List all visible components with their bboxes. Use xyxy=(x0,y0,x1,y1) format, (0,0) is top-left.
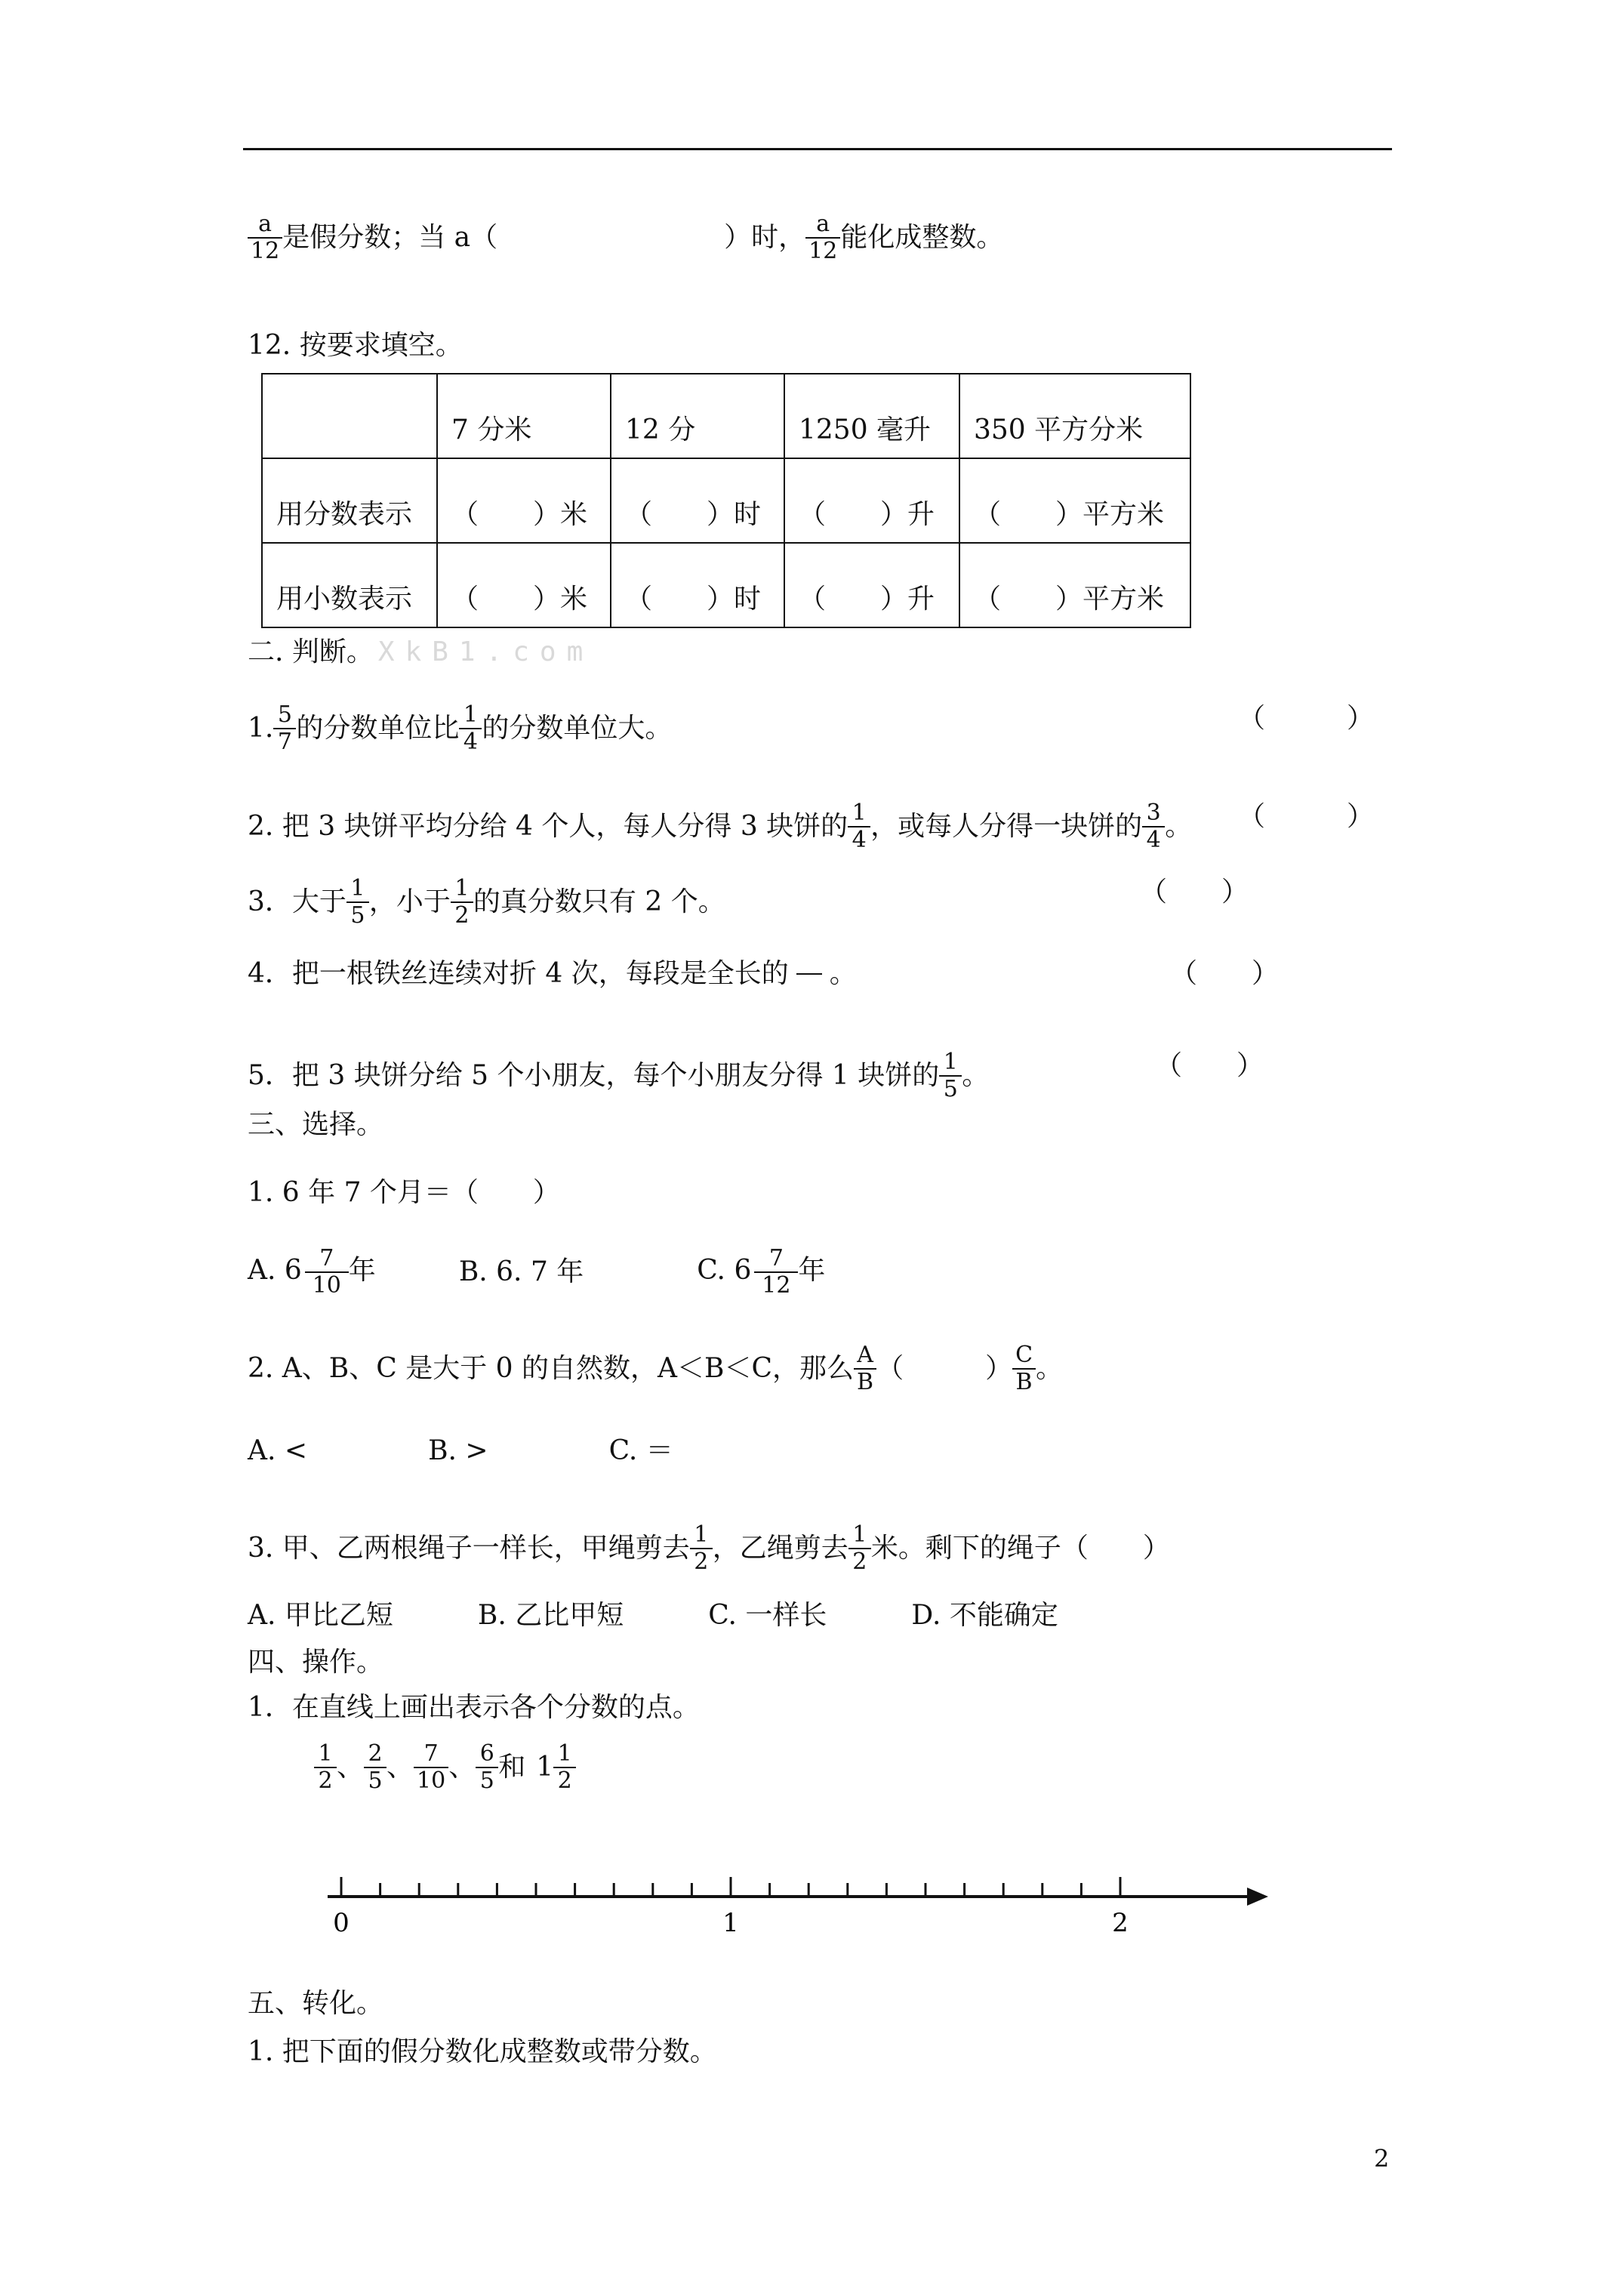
table-header-cell xyxy=(262,374,437,458)
answer-paren[interactable]: （ ） xyxy=(1140,877,1249,908)
table-row-label: 用分数表示 xyxy=(262,458,437,543)
judge-q2: 2. 把 3 块饼平均分给 4 个人，每人分得 3 块饼的 $\frac{1}{4}$ ，或每人分得一块饼的 $\frac{3}{4}$ 。 xyxy=(248,800,1193,853)
choice-q3-options xyxy=(248,1599,1058,1632)
table-cell: （ ）平方米 xyxy=(959,458,1190,543)
judge-q5: 5．把 3 块饼分给 5 个小朋友，每个小朋友分得 1 块饼的 $\frac{1}{5}$ 。 xyxy=(248,1049,990,1102)
choice-q2: 2. A、B、C 是大于 0 的自然数，A＜B＜C，那么 $\frac{A}{B}$ （ ） $\frac{C}{B}$ 。 xyxy=(248,1342,1064,1395)
number-line[interactable] xyxy=(317,1850,1283,1940)
axis-label-1: 1 xyxy=(722,1908,739,1938)
table-cell: （ ）时 xyxy=(611,543,784,627)
option-c[interactable]: C. 一样长 xyxy=(708,1600,827,1631)
judge-q3: 3．大于 $\frac{1}{5}$ ，小于 $\frac{1}{2}$ 的真分数只有 2 个。 xyxy=(248,875,725,929)
section-2-title: 二. 判断。 XkB1.com xyxy=(248,636,594,667)
answer-paren[interactable]: （ ） xyxy=(1238,801,1375,832)
fraction-list: $\frac{1}{2}$ 、 $\frac{2}{5}$ 、 $\frac{7}{10}$ 、 $\frac{6}{5}$ 和 1 $\frac{1}{2}$ xyxy=(314,1741,576,1794)
option-b[interactable]: B. > xyxy=(428,1435,488,1466)
section-5-title: 五、转化。 xyxy=(248,1988,384,2019)
watermark: XkB1.com xyxy=(377,636,594,667)
convert-q1: 1. 把下面的假分数化成整数或带分数。 xyxy=(248,2036,717,2067)
table-cell: （ ）升 xyxy=(784,458,959,543)
answer-paren[interactable]: （ ） xyxy=(1170,958,1280,989)
table-header-cell: 12 分 xyxy=(611,374,784,458)
judge-q1: 1. $\frac{5}{7}$ 的分数单位比 $\frac{1}{4}$ 的分数单位大。 xyxy=(248,701,673,755)
answer-paren[interactable]: （ ） xyxy=(1155,1050,1264,1081)
section-4-title: 四、操作。 xyxy=(248,1647,384,1678)
option-a[interactable]: A. < xyxy=(248,1435,308,1466)
option-b[interactable]: B. 6. 7 年 xyxy=(458,1256,584,1287)
option-d[interactable]: D. 不能确定 xyxy=(911,1600,1058,1631)
choice-q3: 3. 甲、乙两根绳子一样长，甲绳剪去 $\frac{1}{2}$ ，乙绳剪去 $\frac{1}{2}$ 米。剩下的绳子（ ） xyxy=(248,1521,1170,1575)
choice-q1-options xyxy=(248,1246,825,1299)
option-b[interactable]: B. 乙比甲短 xyxy=(477,1600,624,1631)
choice-q2-options xyxy=(248,1435,673,1468)
operation-q1: 1．在直线上画出表示各个分数的点。 xyxy=(248,1692,700,1723)
table-cell: （ ）米 xyxy=(437,543,611,627)
section-3-title: 三、选择。 xyxy=(248,1109,384,1140)
table-header-cell: 350 平方分米 xyxy=(959,374,1190,458)
q12-title: 12. 按要求填空。 xyxy=(248,330,463,361)
header-rule xyxy=(243,148,1392,150)
option-a[interactable]: A. 甲比乙短 xyxy=(248,1600,393,1631)
judge-q4: 4．把一根铁丝连续对折 4 次，每段是全长的 。 xyxy=(248,958,857,989)
answer-paren[interactable]: （ ） xyxy=(1238,703,1375,734)
table-cell: （ ）平方米 xyxy=(959,543,1190,627)
table-cell: （ ）时 xyxy=(611,458,784,543)
arrow-head-icon xyxy=(1247,1888,1268,1906)
option-c[interactable]: C. ＝ xyxy=(608,1435,673,1466)
choice-q1: 1. 6 年 7 个月＝（ ） xyxy=(248,1177,560,1208)
page-number: 2 xyxy=(1374,2144,1390,2173)
axis-label-2: 2 xyxy=(1112,1908,1129,1938)
option-a[interactable]: A. 6 $\frac{7}{10}$ 年 xyxy=(248,1245,376,1299)
axis-label-0: 0 xyxy=(333,1908,350,1938)
table-row-label: 用小数表示 xyxy=(262,543,437,627)
table-cell: （ ）米 xyxy=(437,458,611,543)
option-c[interactable]: C. 6 $\frac{7}{12}$ 年 xyxy=(697,1245,826,1299)
table-cell: （ ）升 xyxy=(784,543,959,627)
fraction: $\frac{a}{12}$ xyxy=(249,211,281,264)
number-line-ticks xyxy=(341,1877,1120,1897)
conversion-table xyxy=(261,373,1191,628)
fraction: $\frac{a}{12}$ xyxy=(807,211,839,264)
table-header-cell: 7 分米 xyxy=(437,374,611,458)
table-header-cell: 1250 毫升 xyxy=(784,374,959,458)
q11-line: $\frac{a}{12}$ 是假分数；当 a（ ）时， $\frac{a}{12}$ 能化成整数。 xyxy=(248,211,1003,264)
